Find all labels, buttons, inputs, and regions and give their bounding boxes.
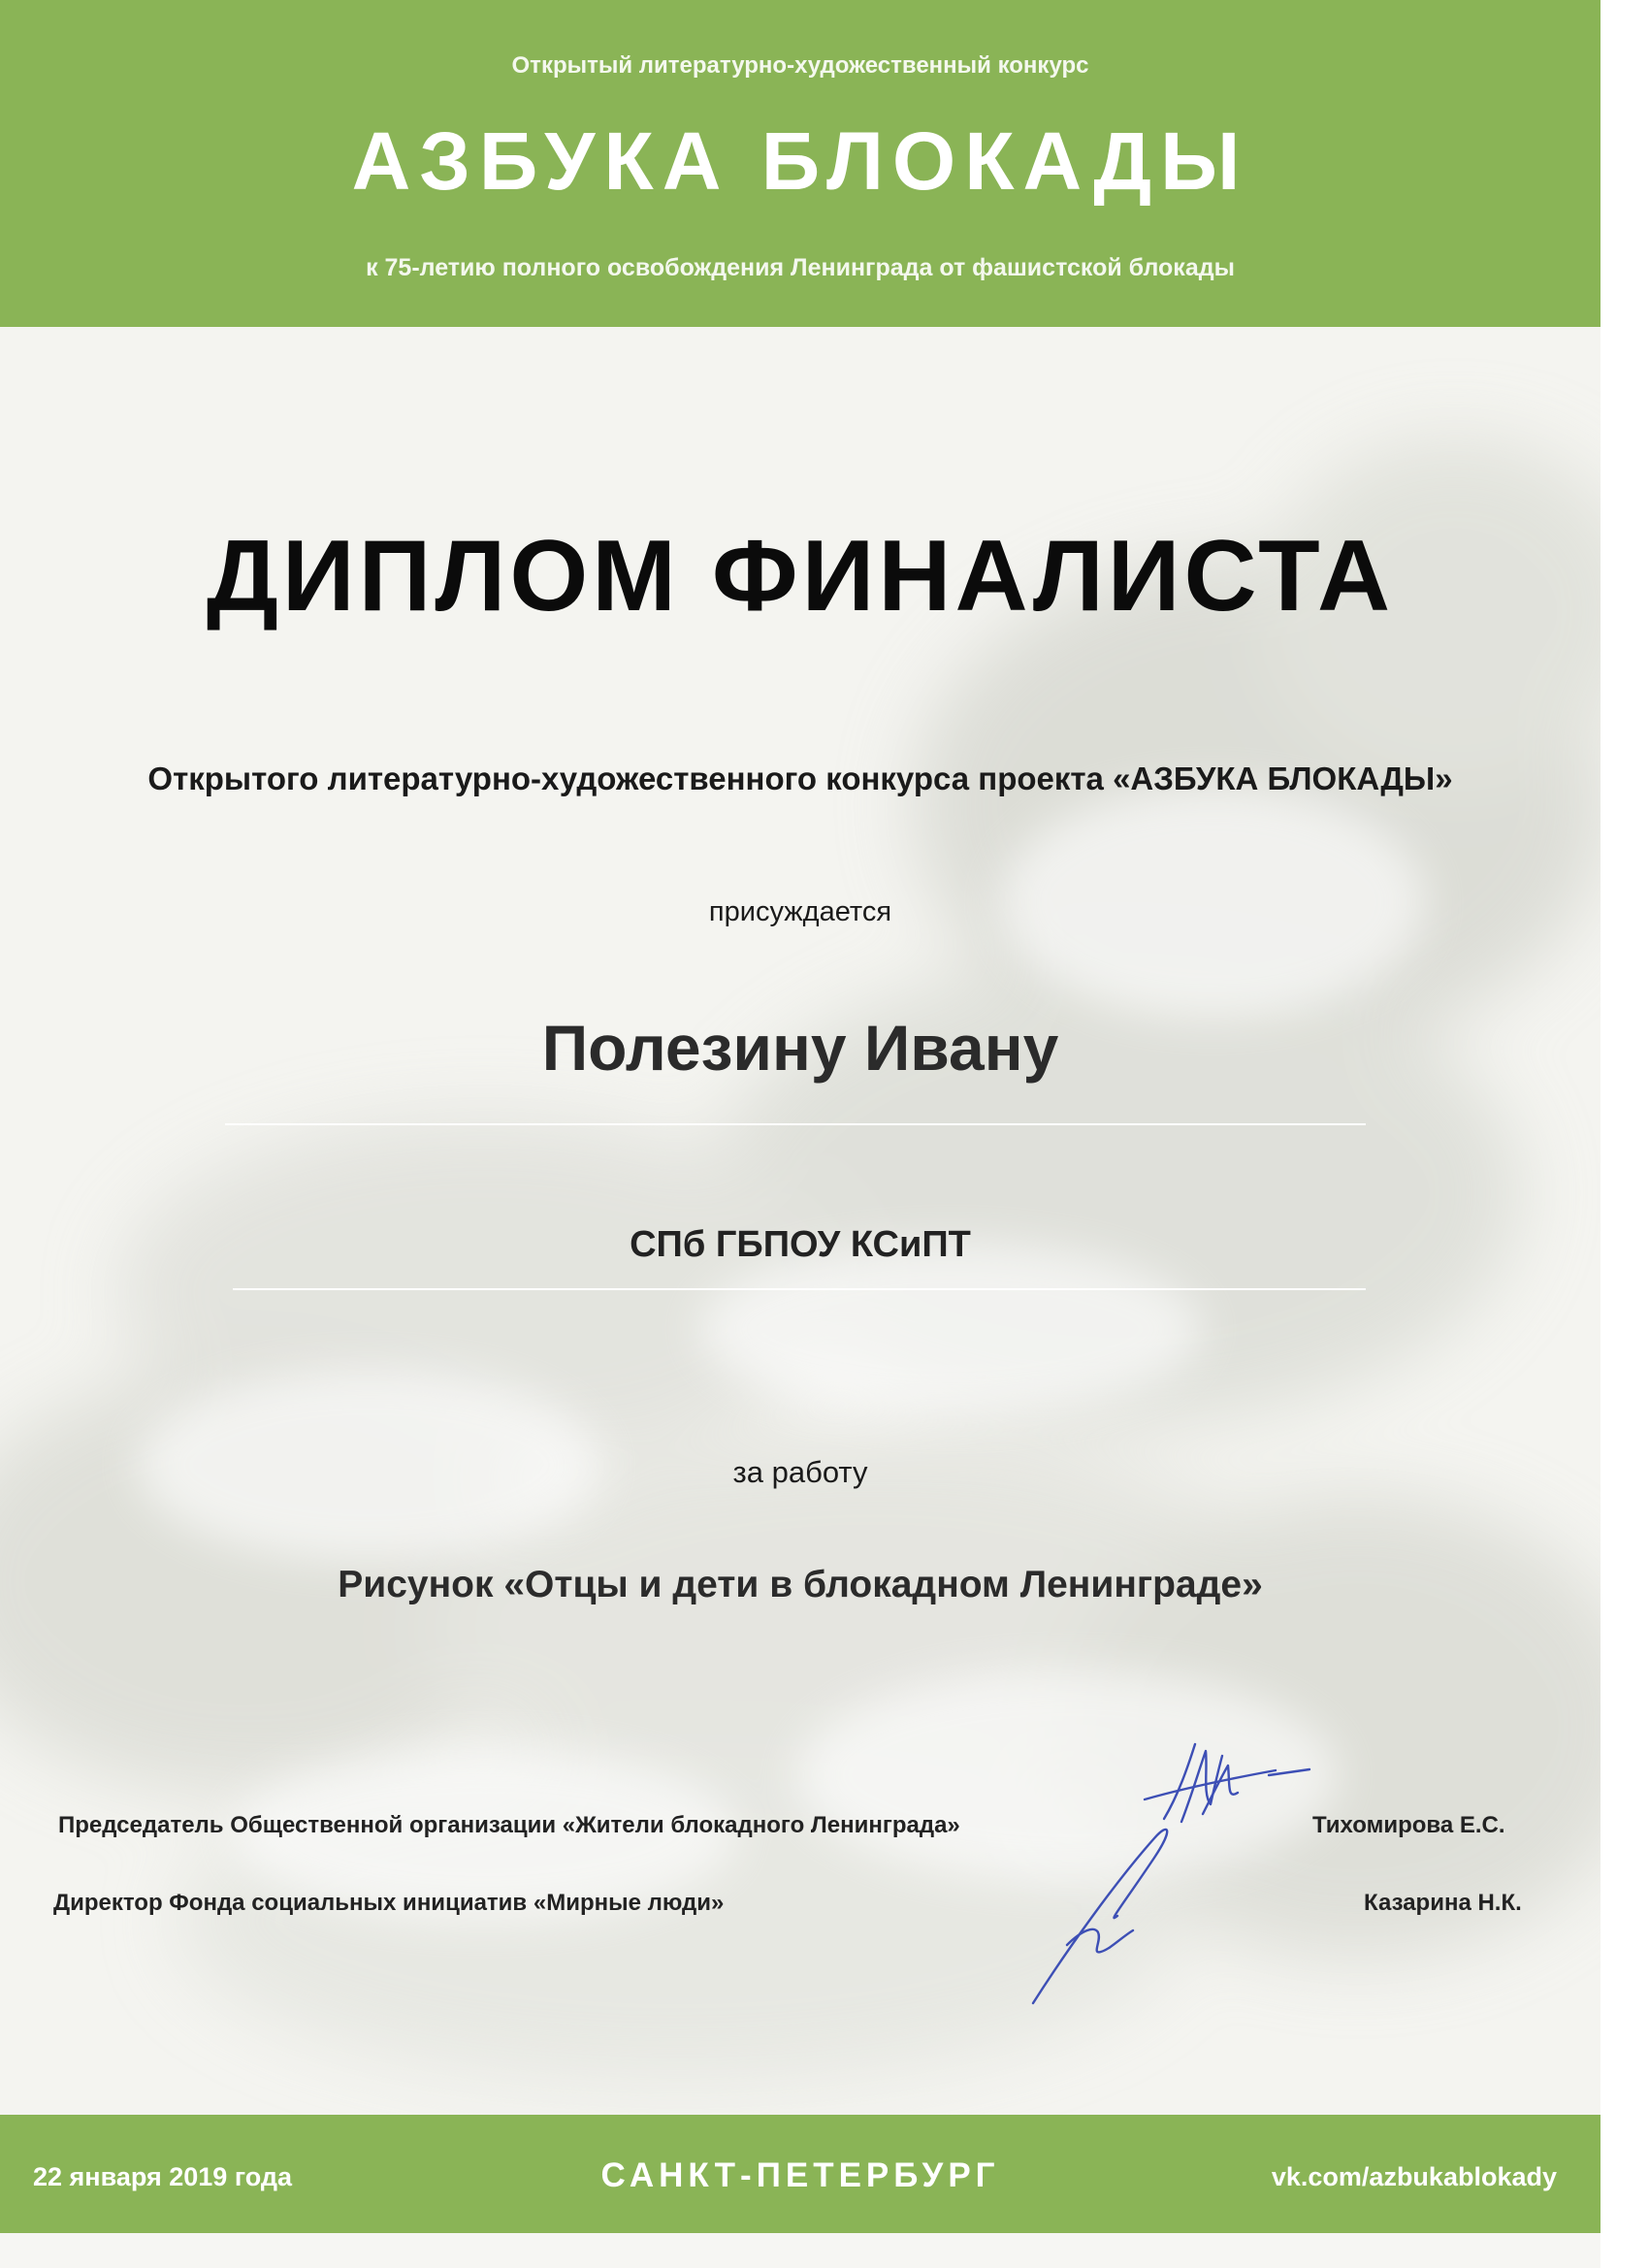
contest-kicker: Открытый литературно-художественный конкурс <box>511 52 1089 79</box>
contest-title: АЗБУКА БЛОКАДЫ <box>351 115 1249 207</box>
divider <box>233 1288 1366 1290</box>
work-title: Рисунок «Отцы и дети в блокадном Ленинграде» <box>338 1564 1263 1605</box>
diploma-title: ДИПЛОМ ФИНАЛИСТА <box>206 520 1395 632</box>
recipient-name: Полезину Ивану <box>541 1012 1059 1084</box>
vk-link[interactable]: vk.com/azbukablokady <box>1271 2162 1557 2191</box>
signatory-role-2: Директор Фонда социальных инициатив «Мирные люди» <box>53 1890 725 1916</box>
divider <box>225 1123 1366 1125</box>
organization-name: СПб ГБПОУ КСиПТ <box>630 1224 971 1265</box>
contest-line: Открытого литературно-художественного конкурса проекта «АЗБУКА БЛОКАДЫ» <box>147 761 1453 796</box>
header-band <box>0 0 1600 327</box>
signatory-name-2: Казарина Н.К. <box>1364 1890 1522 1916</box>
for-work-label: за работу <box>732 1455 868 1489</box>
footer-band <box>0 2115 1600 2233</box>
signatory-role-1: Председатель Общественной организации «Жители блокадного Ленинграда» <box>58 1812 960 1838</box>
handwritten-signature <box>1009 1727 1358 2018</box>
signatory-name-1: Тихомирова Е.С. <box>1312 1812 1505 1838</box>
city-name: САНКТ-ПЕТЕРБУРГ <box>600 2156 1000 2194</box>
issue-date: 22 января 2019 года <box>33 2162 292 2191</box>
contest-subtitle: к 75-летию полного освобождения Ленинграда от фашистской блокады <box>366 254 1235 281</box>
awarded-label: присуждается <box>708 896 892 927</box>
